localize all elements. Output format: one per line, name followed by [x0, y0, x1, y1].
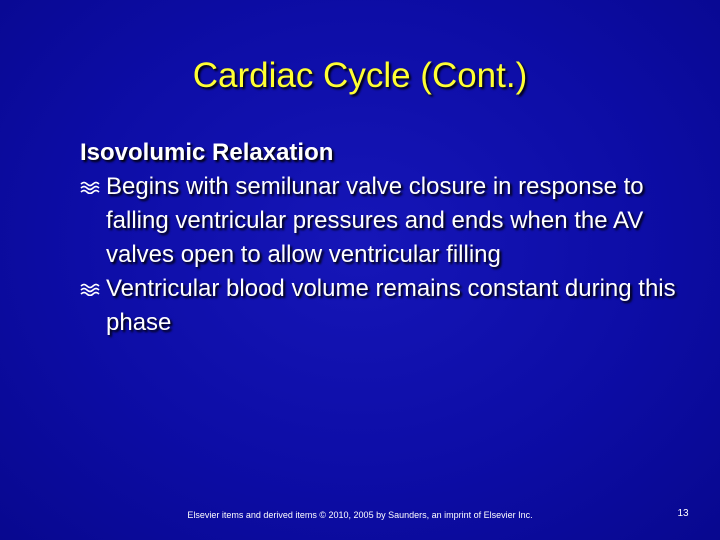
slide-content	[80, 136, 680, 340]
slide-title: Cardiac Cycle (Cont.)	[192, 56, 528, 95]
wavy-bullet-icon	[80, 282, 100, 296]
page-number: 13	[677, 508, 689, 519]
bullet-text: Begins with semilunar valve closure in response to falling ventricular pressures and ends when the AV valves open to allow ventricular filling	[106, 173, 644, 268]
section-heading: Isovolumic Relaxation	[80, 139, 334, 166]
bullet-text: Ventricular blood volume remains constant during this phase	[106, 275, 676, 336]
bullet-list	[80, 170, 680, 340]
copyright-footer: Elsevier items and derived items © 2010, 2005 by Saunders, an imprint of Elsevier Inc.	[187, 510, 533, 520]
bullet-item	[80, 170, 680, 272]
bullet-item	[80, 272, 680, 340]
wavy-bullet-icon	[80, 180, 100, 194]
